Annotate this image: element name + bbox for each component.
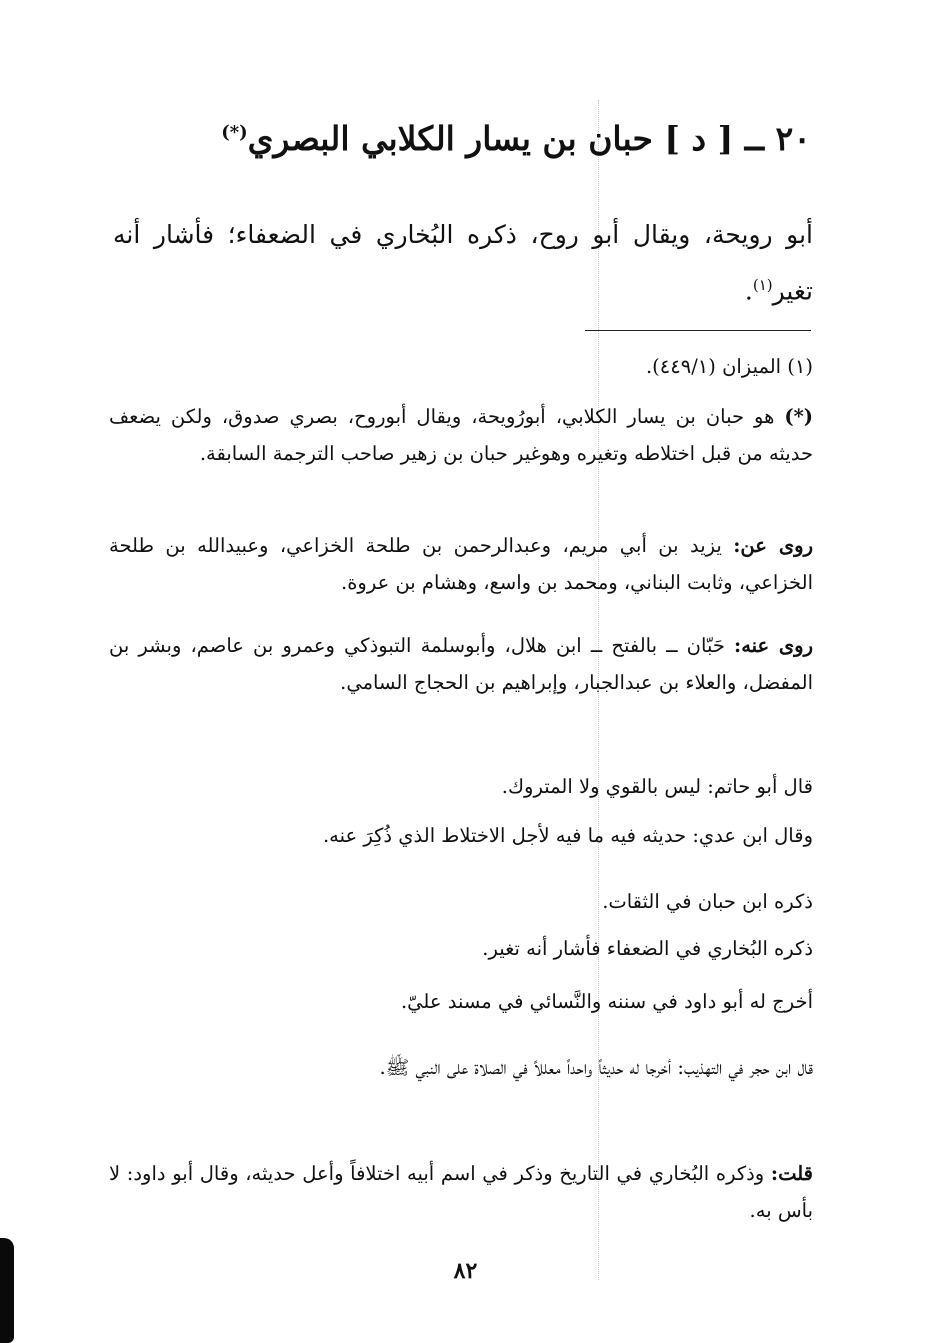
footnote-1-text: الميزان (٤٤٩/١). (645, 355, 782, 378)
qultu-paragraph (109, 1155, 813, 1229)
ibn-adi-statement: وقال ابن عدي: حديثه فيه ما فيه لأجل الاختلاط الذي ذُكِرَ عنه. (322, 824, 813, 847)
footnote-separator (585, 330, 811, 331)
bukhari-statement: ذكره البُخاري في الضعفاء فأشار أنه تغير. (482, 937, 813, 960)
narrated-from-text: يزيد بن أبي مريم، وعبدالرحمن بن طلحة الخزاعي، وعبيدالله بن طلحة الخزاعي، وثابت البناني، ومحمد بن واسع، وهشام بن عروة. (109, 534, 813, 594)
entry-title-marker: (*) (221, 122, 248, 143)
narrated-from-label: روى عن: (733, 534, 813, 557)
footnote-star-text: هو حبان بن يسار الكلابي، أبورُويحة، ويقال أبوروح، بصري صدوق، ولكن يضعف حديثه من قبل اختلاطه وتغيره وهوغير حبان بن زهير صاحب الترجمة السابقة. (109, 405, 813, 465)
ibn-hibban-statement: ذكره ابن حبان في الثقات. (602, 890, 813, 913)
main-text: أبو رويحة، ويقال أبو روح، ذكره البُخاري في الضعفاء؛ فأشار أنه تغير (113, 220, 813, 306)
qultu-text: وذكره البُخاري في التاريخ وذكر في اسم أبيه اختلافاً وأعل حديثه، وقال أبو داود: لا بأس به. (109, 1162, 813, 1222)
footnote-star (109, 398, 813, 472)
narrated-by-text: حَبّان ــ بالفتح ــ ابن هلال، وأبوسلمة التبوذكي وعمرو بن عاصم، وبشر بن المفضل، والعلاء بن عبدالجبار، وإبراهيم بن الحجاج السامي. (109, 634, 813, 694)
narrated-by-label: روى عنه: (734, 634, 813, 657)
main-text-end: . (744, 276, 753, 306)
entry-title-text: ٢٠ ــ [ د ] حبان بن يسار الكلابي البصري (247, 119, 811, 158)
abu-hatim-statement: قال أبو حاتم: ليس بالقوي ولا المتروك. (501, 775, 813, 798)
footnote-1 (109, 348, 813, 385)
footnote-star-marker: (*) (784, 405, 813, 428)
narrated-by-paragraph (109, 627, 813, 701)
entry-main-text (113, 210, 813, 316)
entry-title (111, 108, 811, 164)
narrated-from-paragraph (109, 527, 813, 601)
main-footnote-ref: (١) (752, 276, 773, 294)
kharaja-statement: أخرج له أبو داود في سننه والنَّسائي في مسند عليّ. (400, 990, 813, 1013)
page-number: ٨٢ (453, 1258, 478, 1284)
footnote-1-marker: (١) (787, 355, 813, 378)
ibn-hajar-statement: قال ابن حجر في التهذيب: أخرجا له حديثاً واحداً معللاً في الصلاة على النبي ﷺ. (379, 1056, 813, 1079)
qultu-label: قلت: (770, 1162, 813, 1185)
scan-edge-mark (0, 1238, 14, 1343)
